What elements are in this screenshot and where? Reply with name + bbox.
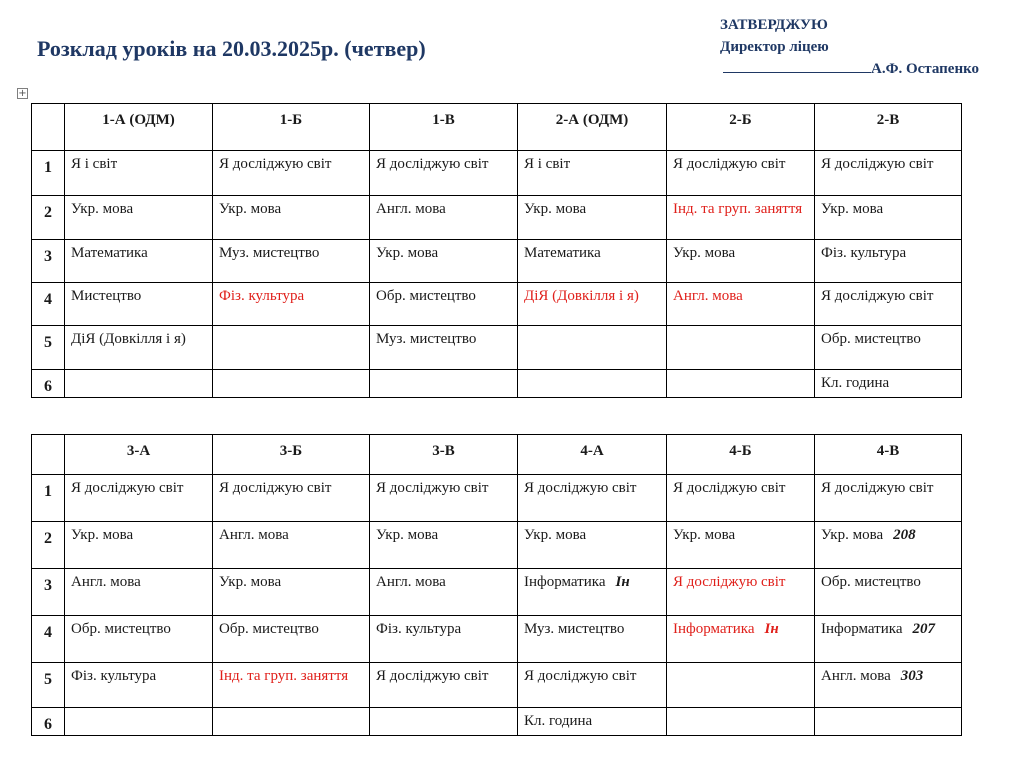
lesson-row: [32, 569, 962, 616]
subject-name: Обр. мистецтво: [71, 621, 171, 637]
subject-name: Муз. мистецтво: [219, 245, 320, 261]
lesson-cell: [815, 370, 962, 398]
lesson-cell: [518, 708, 667, 736]
subject-name: Кл. година: [821, 375, 890, 391]
lesson-cell: [518, 663, 667, 708]
subject-name: Я досліджую світ: [821, 156, 934, 172]
lesson-cell: [518, 522, 667, 569]
lesson-row: [32, 151, 962, 196]
lesson-cell: [815, 522, 962, 569]
subject-name: Укр. мова: [71, 201, 134, 217]
subject-name: Я досліджую світ: [524, 668, 637, 684]
approval-signature: [723, 58, 979, 80]
lesson-cell: [518, 151, 667, 196]
subject-name: Фіз. культура: [71, 668, 157, 684]
subject-name: Я досліджую світ: [71, 480, 184, 496]
lesson-cell: [370, 708, 518, 736]
lesson-cell: [213, 326, 370, 370]
class-header: 3-Б: [213, 435, 370, 475]
class-header: 1-А (ОДМ): [65, 104, 213, 151]
lesson-cell: [213, 616, 370, 663]
lesson-row: [32, 708, 962, 736]
lesson-row: [32, 522, 962, 569]
lesson-cell: [667, 196, 815, 240]
class-header: 1-Б: [213, 104, 370, 151]
lesson-cell: [815, 708, 962, 736]
class-header: 3-А: [65, 435, 213, 475]
subject-name: Я досліджую світ: [821, 288, 934, 304]
lesson-number: 2: [32, 196, 65, 240]
lesson-cell: [667, 151, 815, 196]
lesson-cell: [518, 326, 667, 370]
subject-name: Математика: [524, 245, 601, 261]
lesson-cell: [370, 616, 518, 663]
lesson-cell: [518, 569, 667, 616]
lesson-cell: [667, 283, 815, 326]
subject-name: Я досліджую світ: [376, 668, 489, 684]
lesson-cell: [65, 569, 213, 616]
lesson-cell: [65, 151, 213, 196]
lesson-cell: [370, 522, 518, 569]
subject-name: Англ. мова: [376, 574, 446, 590]
lesson-cell: [213, 663, 370, 708]
subject-name: Обр. мистецтво: [821, 331, 921, 347]
corner-cell: [32, 104, 65, 151]
class-header: 4-А: [518, 435, 667, 475]
subject-name: Укр. мова: [524, 201, 587, 217]
lesson-row: [32, 663, 962, 708]
lesson-cell: [370, 370, 518, 398]
subject-name: Я досліджую світ: [376, 156, 489, 172]
subject-name: Муз. мистецтво: [524, 621, 625, 637]
subject-name: Англ. мова: [821, 668, 891, 684]
room-number: 303: [900, 668, 924, 684]
lesson-cell: [667, 616, 815, 663]
lesson-number: 1: [32, 475, 65, 522]
subject-name: Я досліджую світ: [524, 480, 637, 496]
lesson-cell: [213, 708, 370, 736]
lesson-cell: [518, 283, 667, 326]
lesson-number: 3: [32, 569, 65, 616]
room-number: Ін: [615, 574, 630, 590]
lesson-cell: [518, 616, 667, 663]
lesson-cell: [65, 240, 213, 283]
lesson-cell: [65, 326, 213, 370]
lesson-cell: [370, 240, 518, 283]
subject-name: Я досліджую світ: [673, 574, 786, 590]
approval-heading: ЗАТВЕРДЖУЮ: [720, 17, 828, 33]
lesson-row: [32, 283, 962, 326]
lesson-cell: [667, 663, 815, 708]
lesson-cell: [667, 708, 815, 736]
corner-cell: [32, 435, 65, 475]
subject-name: Я досліджую світ: [219, 156, 332, 172]
subject-name: Я досліджую світ: [821, 480, 934, 496]
class-header: 2-А (ОДМ): [518, 104, 667, 151]
subject-name: Інформатика: [673, 621, 755, 637]
lesson-cell: [815, 475, 962, 522]
lesson-cell: [213, 283, 370, 326]
page-title: Розклад уроків на 20.03.2025р. (четвер): [37, 36, 426, 61]
lesson-cell: [667, 569, 815, 616]
schedule-table-grades-3-4: [31, 434, 962, 736]
lesson-cell: [65, 475, 213, 522]
subject-name: Муз. мистецтво: [376, 331, 477, 347]
lesson-cell: [518, 240, 667, 283]
subject-name: Англ. мова: [71, 574, 141, 590]
lesson-cell: [518, 196, 667, 240]
lesson-cell: [213, 475, 370, 522]
lesson-cell: [815, 326, 962, 370]
subject-name: Я досліджую світ: [673, 480, 786, 496]
table-move-handle-icon[interactable]: +: [18, 88, 27, 99]
director-name: А.Ф. Остапенко: [871, 61, 980, 77]
schedule-table-grades-1-2: [31, 103, 962, 398]
approval-position: Директор ліцею: [720, 39, 829, 55]
class-header: 2-Б: [667, 104, 815, 151]
lesson-cell: [370, 151, 518, 196]
lesson-cell: [815, 283, 962, 326]
lesson-cell: [815, 569, 962, 616]
signature-line: [723, 58, 871, 73]
lesson-cell: [65, 196, 213, 240]
subject-name: Укр. мова: [673, 245, 736, 261]
subject-name: ДіЯ (Довкілля і я): [71, 331, 186, 347]
header-row: [32, 104, 962, 151]
subject-name: Англ. мова: [376, 201, 446, 217]
lesson-cell: [65, 708, 213, 736]
subject-name: Обр. мистецтво: [376, 288, 476, 304]
lesson-number: 4: [32, 283, 65, 326]
lesson-cell: [667, 522, 815, 569]
lesson-cell: [667, 475, 815, 522]
lesson-row: [32, 240, 962, 283]
lesson-cell: [65, 283, 213, 326]
class-header: 4-Б: [667, 435, 815, 475]
subject-name: Інд. та груп. заняття: [219, 668, 349, 684]
lesson-number: 2: [32, 522, 65, 569]
subject-name: Фіз. культура: [219, 288, 305, 304]
lesson-cell: [370, 663, 518, 708]
lesson-row: [32, 326, 962, 370]
subject-name: Мистецтво: [71, 288, 142, 304]
subject-name: Я і світ: [524, 156, 571, 172]
subject-name: Математика: [71, 245, 148, 261]
subject-name: Обр. мистецтво: [821, 574, 921, 590]
subject-name: Я досліджую світ: [673, 156, 786, 172]
subject-name: Фіз. культура: [376, 621, 462, 637]
room-number: 208: [893, 527, 916, 543]
lesson-number: 6: [32, 370, 65, 398]
lesson-cell: [667, 240, 815, 283]
lesson-cell: [667, 370, 815, 398]
subject-name: Укр. мова: [219, 574, 282, 590]
lesson-cell: [370, 569, 518, 616]
subject-name: Укр. мова: [821, 527, 884, 543]
lesson-row: [32, 196, 962, 240]
lesson-cell: [370, 326, 518, 370]
lesson-cell: [65, 522, 213, 569]
lesson-cell: [213, 151, 370, 196]
lesson-cell: [65, 370, 213, 398]
subject-name: Інд. та груп. заняття: [673, 201, 803, 217]
lesson-cell: [518, 370, 667, 398]
lesson-number: 5: [32, 663, 65, 708]
lesson-cell: [213, 569, 370, 616]
subject-name: Укр. мова: [821, 201, 884, 217]
subject-name: Я досліджую світ: [376, 480, 489, 496]
subject-name: Укр. мова: [376, 527, 439, 543]
lesson-number: 5: [32, 326, 65, 370]
room-number: 207: [912, 621, 935, 637]
lesson-cell: [213, 370, 370, 398]
schedule-body: [32, 151, 962, 398]
subject-name: Інформатика: [821, 621, 903, 637]
subject-name: Укр. мова: [376, 245, 439, 261]
subject-name: Інформатика: [524, 574, 606, 590]
lesson-row: [32, 475, 962, 522]
lesson-row: [32, 616, 962, 663]
lesson-cell: [65, 616, 213, 663]
lesson-number: 1: [32, 151, 65, 196]
subject-name: Фіз. культура: [821, 245, 907, 261]
subject-name: Укр. мова: [524, 527, 587, 543]
lesson-cell: [213, 240, 370, 283]
lesson-cell: [518, 475, 667, 522]
header-row: [32, 435, 962, 475]
lesson-cell: [370, 475, 518, 522]
class-header: 1-В: [370, 104, 518, 151]
lesson-number: 6: [32, 708, 65, 736]
subject-name: Англ. мова: [673, 288, 743, 304]
lesson-cell: [815, 240, 962, 283]
lesson-cell: [815, 663, 962, 708]
lesson-cell: [667, 326, 815, 370]
class-header: 2-В: [815, 104, 962, 151]
schedule-body: [32, 475, 962, 736]
lesson-cell: [370, 196, 518, 240]
lesson-cell: [65, 663, 213, 708]
lesson-number: 3: [32, 240, 65, 283]
lesson-cell: [213, 196, 370, 240]
lesson-row: [32, 370, 962, 398]
subject-name: Я досліджую світ: [219, 480, 332, 496]
lesson-cell: [370, 283, 518, 326]
lesson-number: 4: [32, 616, 65, 663]
subject-name: Укр. мова: [219, 201, 282, 217]
lesson-cell: [213, 522, 370, 569]
lesson-cell: [815, 196, 962, 240]
lesson-cell: [815, 151, 962, 196]
class-header: 3-В: [370, 435, 518, 475]
lesson-cell: [815, 616, 962, 663]
subject-name: ДіЯ (Довкілля і я): [524, 288, 639, 304]
subject-name: Я і світ: [71, 156, 118, 172]
subject-name: Укр. мова: [673, 527, 736, 543]
subject-name: Укр. мова: [71, 527, 134, 543]
room-number: Ін: [764, 621, 779, 637]
subject-name: Кл. година: [524, 713, 593, 729]
subject-name: Англ. мова: [219, 527, 289, 543]
class-header: 4-В: [815, 435, 962, 475]
subject-name: Обр. мистецтво: [219, 621, 319, 637]
approval-block: [720, 14, 979, 80]
